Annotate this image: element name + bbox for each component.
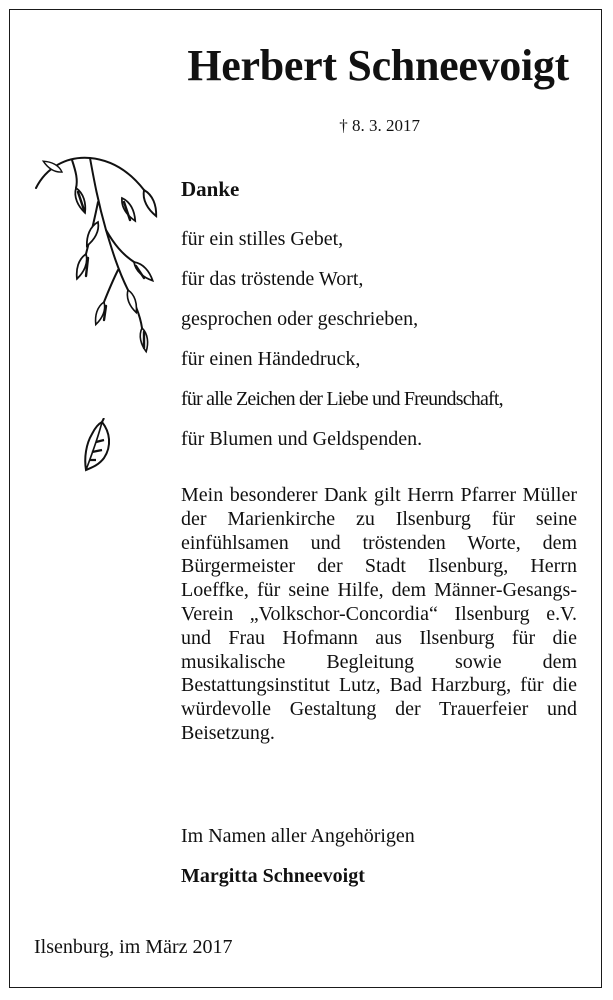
poem-line: für ein stilles Gebet, xyxy=(181,228,344,250)
poem-line: für das tröstende Wort, xyxy=(181,268,364,290)
gratitude-paragraph: Mein besonderer Dank gilt Herrn Pfarrer Müller der Marienkirche zu Ilsenburg für seine einfühlsamen und tröstenden Worte, dem Bürgermeister der Stadt Ilsenburg, Herrn Loeffke, für seine Hilfe, dem Männer-Gesangs-Verein „Volkschor-Concordia“ Ilsenburg e.V. und Frau Hofmann aus Ilsenburg für die musikalische Begleitung sowie dem Bestattungsinstitut Lutz, Bad Harzburg, für die würdevolle Gestaltung der Trauerfeier und Beisetzung. xyxy=(181,484,577,744)
poem-line: gesprochen oder geschrieben, xyxy=(181,308,419,330)
falling-leaf-illustration xyxy=(82,418,116,474)
poem-line: für alle Zeichen der Liebe und Freundschaft, xyxy=(181,388,503,410)
thanks-heading: Danke xyxy=(181,177,240,201)
thanks-poem xyxy=(181,229,503,469)
leafy-branch-illustration xyxy=(32,150,162,360)
place-and-date: Ilsenburg, im März 2017 xyxy=(34,936,233,958)
on-behalf-line: Im Namen aller Angehörigen xyxy=(181,825,415,847)
death-date: † 8. 3. 2017 xyxy=(339,116,420,135)
deceased-name: Herbert Schneevoigt xyxy=(187,41,569,90)
poem-line: für einen Händedruck, xyxy=(181,348,361,370)
poem-line: für Blumen und Geldspenden. xyxy=(181,428,423,450)
signer-name: Margitta Schneevoigt xyxy=(181,865,365,887)
